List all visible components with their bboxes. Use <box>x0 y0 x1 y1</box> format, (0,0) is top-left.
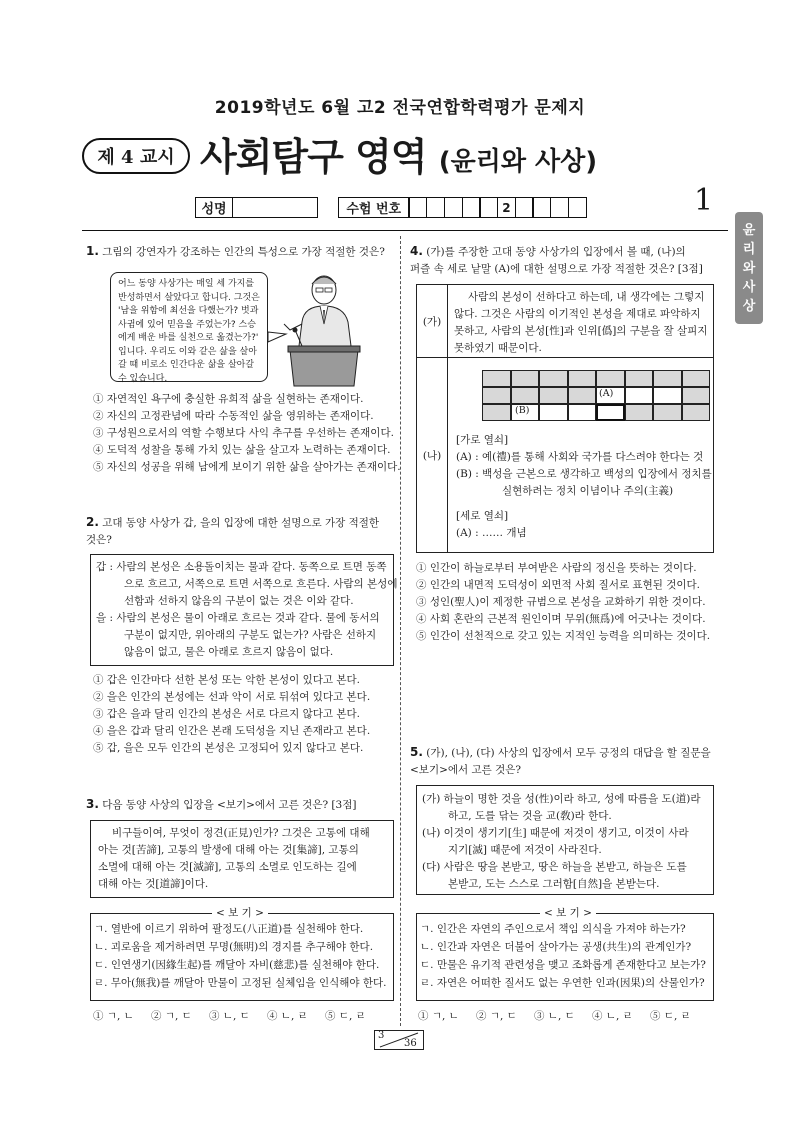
grid-cell-open[interactable] <box>568 404 597 421</box>
q4-choice-5[interactable]: ⑤ 인간이 선천적으로 갖고 있는 지적인 능력을 의미하는 것이다. <box>416 630 711 642</box>
q3-passage-line: 대해 아는 것[道諦]이다. <box>98 878 209 890</box>
q2-eul-line: 않음이 없고, 물은 아래로 흐르지 않음이 없다. <box>124 646 334 658</box>
q5-question-line2: <보기>에서 고른 것은? <box>410 764 522 776</box>
exam-number-digit: 2 <box>497 197 516 218</box>
q2-stem <box>86 514 398 549</box>
grid-cell-blocked <box>511 387 540 404</box>
q3-number: 3. <box>86 797 99 811</box>
grid-cell-blocked <box>568 387 597 404</box>
id-spacer <box>318 197 338 218</box>
q5-choice-1[interactable]: ① ㄱ, ㄴ <box>418 1010 459 1022</box>
q4-number: 4. <box>410 244 423 258</box>
grid-cell-blocked <box>596 370 625 387</box>
q1-choice-2[interactable]: ② 자신의 고정관념에 따라 수동적인 삶을 영위하는 존재이다. <box>93 410 374 422</box>
grid-cell-blocked <box>539 387 568 404</box>
q5-passage-line: 지기[滅] 때문에 저것이 사라진다. <box>448 844 602 856</box>
name-label: 성명 <box>195 197 233 218</box>
exam-number-cell[interactable] <box>515 197 534 218</box>
side-tab-char: 윤 <box>742 222 756 238</box>
q3-question: 다음 동양 사상의 입장을 <보기>에서 고른 것은? [3점] <box>102 799 357 811</box>
q3-bogi-item: ㄹ. 무아(無我)를 깨달아 만물이 고정된 실체임을 인식해야 한다. <box>94 977 387 989</box>
q2-question-line2: 것은? <box>86 534 112 546</box>
q3-bogi-item: ㄱ. 열반에 이르기 위하여 팔정도(八正道)를 실천해야 한다. <box>94 923 364 935</box>
name-field[interactable] <box>232 197 318 218</box>
q5-bogi-title: < 보 기 > <box>540 906 596 920</box>
q5-passage-line: 하고, 도를 닦는 것을 교(敎)라 한다. <box>448 810 612 822</box>
subject-side-tab <box>735 212 763 324</box>
q5-passage-line: (나) 이것이 생기기[生] 때문에 저것이 생기고, 이것이 사라 <box>422 827 689 839</box>
q3-stem <box>86 796 396 814</box>
q4-label-na: (나) <box>422 449 442 462</box>
period-badge: 제 4 교시 <box>82 138 190 174</box>
lecturer-illustration <box>262 262 372 392</box>
q4-question-line1: (가)를 주장한 고대 동양 사상가의 입장에서 볼 때, (나)의 <box>426 246 686 258</box>
grid-cell-blocked <box>682 370 711 387</box>
page-current: 3 <box>378 1030 385 1041</box>
exam-number-cell[interactable] <box>426 197 445 218</box>
grid-cell-blocked <box>511 370 540 387</box>
side-tab-char: 상 <box>742 298 756 314</box>
q5-choice-3[interactable]: ③ ㄴ, ㄷ <box>534 1010 575 1022</box>
q5-bogi-item: ㄴ. 인간과 자연은 더불어 살아가는 공생(共生)의 관계인가? <box>420 941 692 953</box>
grid-label-a: (A) <box>599 388 614 399</box>
q4-question-line2: 퍼즐 속 세로 낱말 (A)에 대한 설명으로 가장 적절한 것은? [3점] <box>410 263 703 275</box>
side-tab-char: 리 <box>742 241 756 257</box>
q1-stem <box>86 243 396 261</box>
page-number: 1 <box>694 183 714 218</box>
grid-cell-open[interactable] <box>625 387 654 404</box>
exam-number-cell[interactable] <box>532 197 551 218</box>
exam-title: 2019학년도 6월 고2 전국연합학력평가 문제지 <box>214 98 586 118</box>
q5-choice-4[interactable]: ④ ㄴ, ㄹ <box>592 1010 633 1022</box>
q5-question-line1: (가), (나), (다) 사상의 입장에서 모두 긍정의 대답을 할 질문을 <box>426 747 711 759</box>
q2-choice-1[interactable]: ① 갑은 인간마다 선한 본성 또는 악한 본성이 있다고 본다. <box>93 674 361 686</box>
q3-passage-line: 아는 것[苦諦], 고통의 발생에 대해 아는 것[集諦], 고통의 <box>98 844 359 856</box>
exam-number-cell[interactable] <box>408 197 427 218</box>
q5-number: 5. <box>410 745 423 759</box>
q2-gap-line: 갑 : 사람의 본성은 소용돌이치는 물과 같다. 동쪽으로 트면 동쪽 <box>96 561 387 573</box>
q4-down-clue: (A) : …… 개념 <box>456 527 527 539</box>
q3-bogi-title: < 보 기 > <box>212 906 268 920</box>
grid-cell-blocked <box>625 370 654 387</box>
grid-cell-open[interactable] <box>653 387 682 404</box>
q5-passage-line: (가) 하늘이 명한 것을 성(性)이라 하고, 성에 따름을 도(道)라 <box>422 793 701 805</box>
q4-choice-3[interactable]: ③ 성인(聖人)이 제정한 규범으로 본성을 교화하기 위한 것이다. <box>416 596 706 608</box>
q5-choice-5[interactable]: ⑤ ㄷ, ㄹ <box>650 1010 691 1022</box>
q4-across-clue: (A) : 예(禮)를 통해 사회와 국가를 다스려야 한다는 것 <box>456 451 704 463</box>
q4-ga-line: 않다. 그것은 사람의 이기적인 본성을 제대로 파악하지 <box>454 308 701 320</box>
grid-cell-blocked <box>653 404 682 421</box>
subject-main: 사회탐구 영역 <box>200 135 427 179</box>
grid-cell-blocked <box>653 370 682 387</box>
q3-choice-3[interactable]: ③ ㄴ, ㄷ <box>209 1010 250 1022</box>
grid-cell-blocked <box>568 370 597 387</box>
page-total: 36 <box>404 1038 417 1049</box>
grid-cell-open[interactable] <box>539 404 568 421</box>
q1-question: 그림의 강연자가 강조하는 인간의 특성으로 가장 적절한 것은? <box>102 246 385 258</box>
q5-bogi-item: ㄱ. 인간은 자연의 주인으로서 책임 의식을 가져야 하는가? <box>420 923 686 935</box>
q3-passage-line: 비구들이여, 무엇이 정견(正見)인가? 그것은 고통에 대해 <box>112 827 370 839</box>
q1-choice-1[interactable]: ① 자연적인 욕구에 충실한 유희적 삶을 실현하는 존재이다. <box>93 393 364 405</box>
header-rule <box>82 230 728 231</box>
exam-number-cell[interactable] <box>462 197 481 218</box>
grid-cell-blocked <box>482 404 511 421</box>
grid-cell-blocked <box>482 370 511 387</box>
exam-number-cell[interactable] <box>479 197 498 218</box>
side-tab-char: 사 <box>742 279 756 295</box>
q5-passage-line: 본받고, 도는 스스로 그러함[自然]을 본받는다. <box>448 878 660 890</box>
q1-choice-5[interactable]: ⑤ 자신의 성공을 위해 남에게 보이기 위한 삶을 살아가는 존재이다. <box>93 461 401 473</box>
q5-passage-line: (다) 사람은 땅을 본받고, 땅은 하늘을 본받고, 하늘은 도를 <box>422 861 687 873</box>
q4-across-clue: (B) : 백성을 근본으로 생각하고 백성의 입장에서 정치를 <box>456 468 712 480</box>
q5-stem <box>410 744 732 779</box>
grid-cell-blocked <box>482 387 511 404</box>
q4-ga-line: 사람의 본성이 선하다고 하는데, 내 생각에는 그렇지 <box>468 291 705 303</box>
q3-bogi-item: ㄷ. 인연생기(因緣生起)를 깨달아 자비(慈悲)를 실천해야 한다. <box>94 959 380 971</box>
q2-question-line1: 고대 동양 사상가 갑, 을의 입장에 대한 설명으로 가장 적절한 <box>102 517 380 529</box>
q4-label-ga: (가) <box>422 315 442 328</box>
exam-number-cell[interactable] <box>444 197 463 218</box>
q5-bogi-item: ㄹ. 자연은 어떠한 질서도 없는 우연한 인과(因果)의 산물인가? <box>420 977 705 989</box>
q4-down-title: [세로 열쇠] <box>456 510 509 522</box>
q2-choice-2[interactable]: ② 을은 인간의 본성에는 선과 악이 서로 뒤섞여 있다고 본다. <box>93 691 371 703</box>
q3-choice-2[interactable]: ② ㄱ, ㄷ <box>151 1010 192 1022</box>
grid-cell-blocked <box>539 370 568 387</box>
q4-stem <box>410 243 732 278</box>
q2-eul-line: 구분이 없지만, 위아래의 구분도 없는가? 사람은 선하지 <box>124 629 377 641</box>
grid-cell-blocked <box>682 387 711 404</box>
grid-cell-answer-a[interactable] <box>596 404 625 421</box>
q3-bogi-item: ㄴ. 괴로움을 제거하려면 무명(無明)의 경지를 추구해야 한다. <box>94 941 374 953</box>
grid-cell-blocked <box>682 404 711 421</box>
exam-number-cell[interactable] <box>550 197 569 218</box>
q4-choice-4[interactable]: ④ 사회 혼란의 근본적 원인이며 무위(無爲)에 어긋나는 것이다. <box>416 613 706 625</box>
q1-speech-bubble: 어느 동양 사상가는 매일 세 가지를 반성하면서 살았다고 합니다. 그것은 '남을 위함에 최선을 다했는가? 벗과 사귐에 있어 믿음을 주었는가? 스승에게 배운 바를 실천으로 옮겼는가?' 입니다. 우리도 이와 같은 삶을 살아갈 때 비로소 인간다운 삶을 살아갈 수 있습니다. <box>110 272 268 382</box>
q4-across-clue: 실현하려는 정치 이념이나 주의(主義) <box>502 485 674 497</box>
subject-sub: (윤리와 사상) <box>438 147 598 177</box>
q3-choice-4[interactable]: ④ ㄴ, ㄹ <box>267 1010 308 1022</box>
q4-ga-line: 못하였기 때문이다. <box>454 342 542 354</box>
q2-gap-line: 으로 흐르고, 서쪽으로 트면 서쪽으로 흐른다. 사람의 본성에 <box>124 578 398 590</box>
q2-gap-line: 선함과 선하지 않음의 구분이 없는 것은 이와 같다. <box>124 595 354 607</box>
q3-passage-line: 소멸에 대해 아는 것[滅諦], 고통의 소멸로 인도하는 길에 <box>98 861 357 873</box>
q1-number: 1. <box>86 244 99 258</box>
q4-ga-line: 못하고, 사람의 본성[性]과 인위[僞]의 구분을 잘 살피지 <box>454 325 708 337</box>
q1-choice-4[interactable]: ④ 도덕적 성찰을 통해 가치 있는 삶을 살고자 노력하는 존재이다. <box>93 444 391 456</box>
exam-number-cell[interactable] <box>568 197 587 218</box>
column-divider <box>400 236 401 1026</box>
q2-number: 2. <box>86 515 99 529</box>
exam-number-label: 수험 번호 <box>338 197 410 218</box>
q2-choice-3[interactable]: ③ 갑은 을과 달리 인간의 본성은 서로 다르지 않다고 본다. <box>93 708 361 720</box>
q3-choice-5[interactable]: ⑤ ㄷ, ㄹ <box>325 1010 366 1022</box>
side-tab-char: 와 <box>742 260 756 276</box>
page-counter <box>374 1030 424 1048</box>
q4-choice-1[interactable]: ① 인간이 하늘로부터 부여받은 사람의 정신을 뜻하는 것이다. <box>416 562 697 574</box>
q1-choice-3[interactable]: ③ 구성원으로서의 역할 수행보다 사익 추구를 우선하는 존재이다. <box>93 427 394 439</box>
q2-choice-5[interactable]: ⑤ 갑, 을은 모두 인간의 본성은 고정되어 있지 않다고 본다. <box>93 742 364 754</box>
q5-bogi-item: ㄷ. 만물은 유기적 관련성을 맺고 조화롭게 존재한다고 보는가? <box>420 959 706 971</box>
q4-choice-2[interactable]: ② 인간의 내면적 도덕성이 외면적 사회 질서로 표현된 것이다. <box>416 579 700 591</box>
q3-choice-1[interactable]: ① ㄱ, ㄴ <box>93 1010 134 1022</box>
subject-title <box>200 126 597 181</box>
student-id-row <box>195 197 587 218</box>
q2-choice-4[interactable]: ④ 을은 갑과 달리 인간은 본래 도덕성을 지닌 존재라고 본다. <box>93 725 371 737</box>
q4-across-title: [가로 열쇠] <box>456 434 509 446</box>
grid-cell-blocked <box>625 404 654 421</box>
q5-choice-2[interactable]: ② ㄱ, ㄷ <box>476 1010 517 1022</box>
grid-label-b: (B) <box>515 405 530 416</box>
q2-eul-line: 을 : 사람의 본성은 물이 아래로 흐르는 것과 같다. 물에 동서의 <box>96 612 380 624</box>
